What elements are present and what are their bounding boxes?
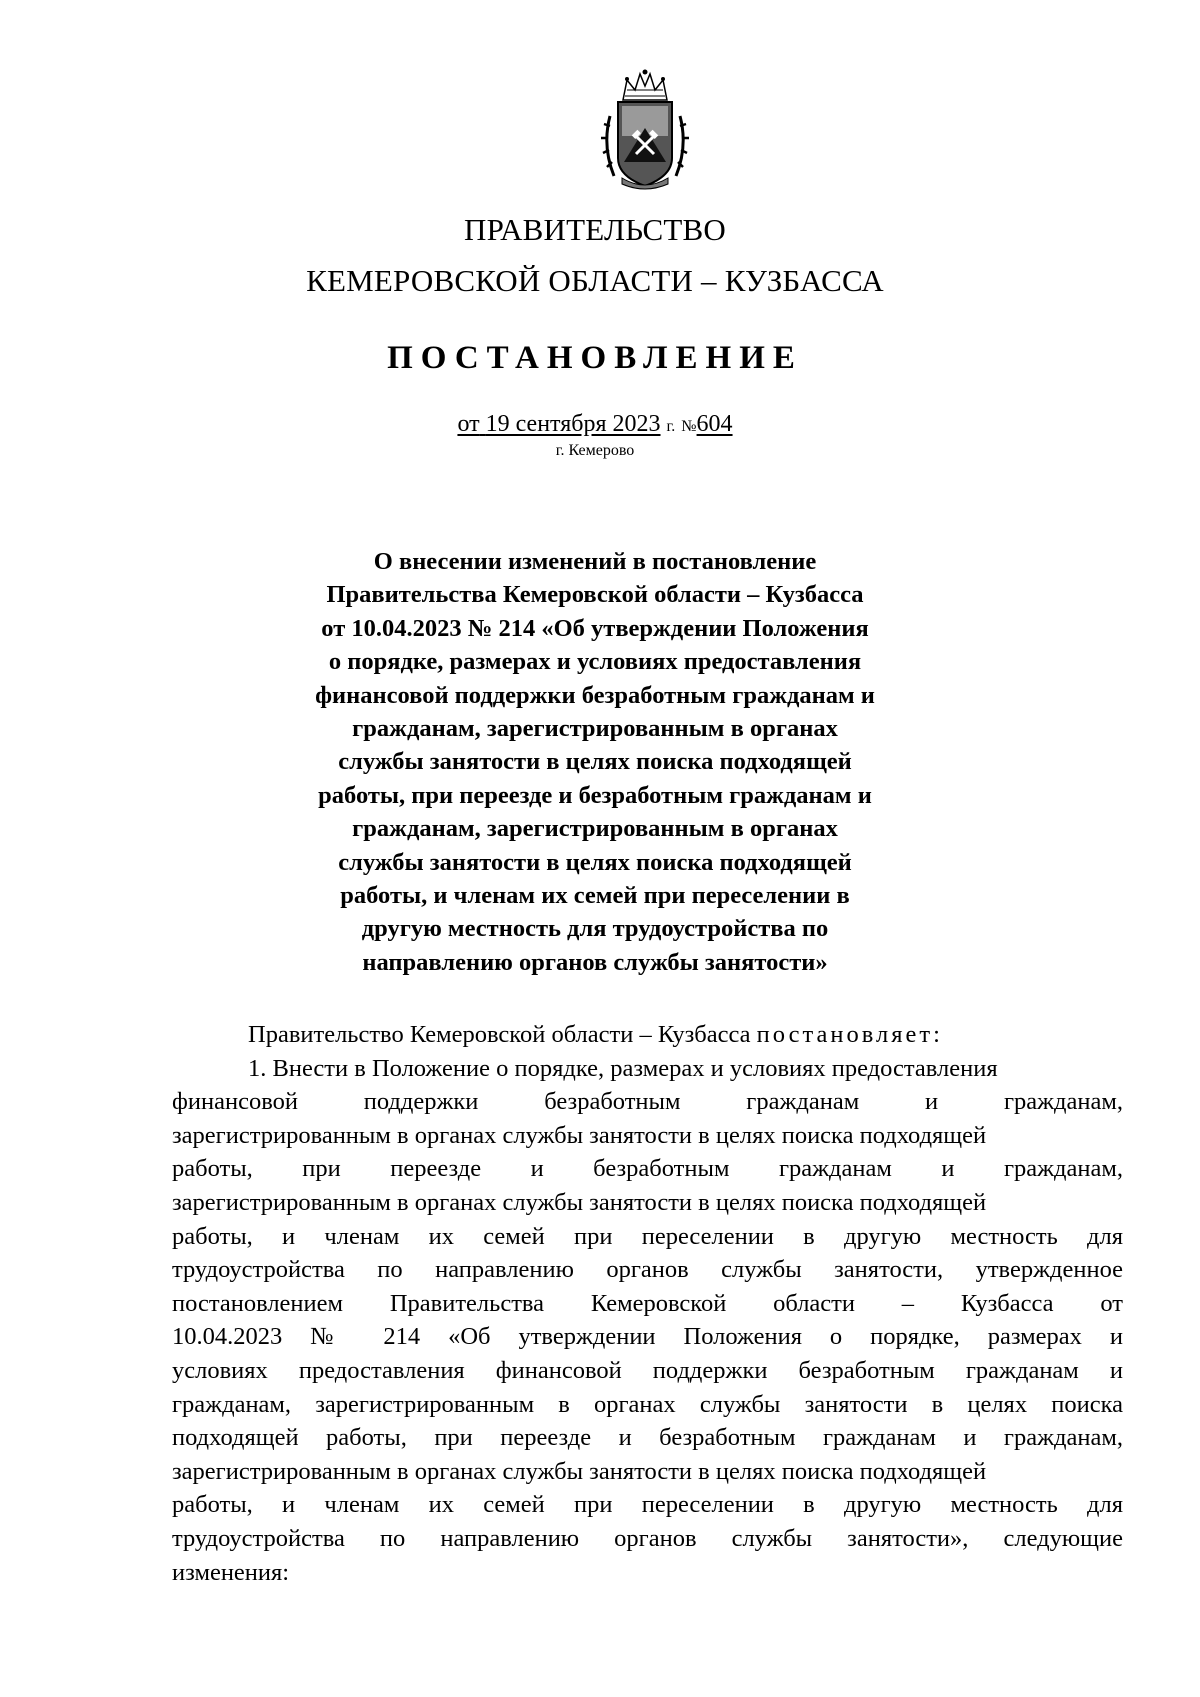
document-number: 604 xyxy=(696,411,733,437)
preamble-verb: постановляет: xyxy=(756,1021,943,1048)
document-type-heading: ПОСТАНОВЛЕНИЕ xyxy=(387,340,803,376)
date-number-line xyxy=(0,409,1190,442)
preamble xyxy=(172,1018,1123,1052)
body-line: работы, при переезде и безработным гражданам и гражданам, xyxy=(172,1155,1123,1183)
title-line: службы занятости в целях поиска подходящей xyxy=(338,848,852,876)
title-line: другую местность для трудоустройства по xyxy=(361,915,829,943)
body-line: трудоустройства по направлению органов службы занятости, утвержденное xyxy=(172,1256,1123,1284)
body-line: 1. Внести в Положение о порядке, размерах и условиях предоставления xyxy=(248,1054,998,1082)
title-line: службы занятости в целях поиска подходящей xyxy=(338,748,852,776)
body-line: работы, и членам их семей при переселении в другую местность для xyxy=(172,1491,1123,1519)
body-line: условиях предоставления финансовой поддержки безработным гражданам и xyxy=(172,1356,1123,1384)
body-line: зарегистрированным в органах службы занятости в целях поиска подходящей xyxy=(172,1121,987,1149)
title-line: работы, при переезде и безработным гражданам и xyxy=(318,781,872,809)
title-line: работы, и членам их семей при переселении в xyxy=(340,882,850,910)
body-line: гражданам, зарегистрированным в органах службы занятости в целях поиска xyxy=(172,1390,1123,1418)
date-prefix: от xyxy=(457,411,480,437)
body-line: финансовой поддержки безработным гражданам и гражданам, xyxy=(172,1088,1123,1116)
body-line: зарегистрированным в органах службы занятости в целях поиска подходящей xyxy=(172,1188,987,1216)
body-line: изменения: xyxy=(172,1558,290,1586)
title-line: от 10.04.2023 № 214 «Об утверждении Положения xyxy=(321,614,869,642)
title-line: гражданам, зарегистрированным в органах xyxy=(352,715,838,743)
title-line: гражданам, зарегистрированным в органах xyxy=(352,815,838,843)
year-suffix: г. xyxy=(666,418,676,435)
body-line: постановлением Правительства Кемеровской области – Кузбасса от xyxy=(172,1289,1123,1317)
title-line: финансовой поддержки безработным гражданам и xyxy=(315,681,875,709)
body-line: работы, и членам их семей при переселении в другую местность для xyxy=(172,1222,1123,1250)
title-line: О внесении изменений в постановление xyxy=(373,548,817,575)
body-line: 10.04.2023 № 214 «Об утверждении Положения о порядке, размерах и xyxy=(172,1323,1123,1351)
government-name-line-2: КЕМЕРОВСКОЙ ОБЛАСТИ – КУЗБАССА xyxy=(306,263,884,298)
body-line: подходящей работы, при переезде и безработным гражданам и гражданам, xyxy=(172,1424,1123,1452)
preamble-text: Правительство Кемеровской области – Кузбасса xyxy=(248,1021,751,1048)
body-line: зарегистрированным в органах службы занятости в целях поиска подходящей xyxy=(172,1457,987,1485)
coat-of-arms-emblem xyxy=(596,66,694,194)
document-date: 19 сентября 2023 xyxy=(485,411,661,437)
title-line: Правительства Кемеровской области – Кузбасса xyxy=(326,581,864,609)
document-title xyxy=(300,545,890,979)
issue-city: г. Кемерово xyxy=(555,442,635,459)
body-line: трудоустройства по направлению органов службы занятости», следующие xyxy=(172,1524,1123,1552)
title-line: направлению органов службы занятости» xyxy=(362,948,828,976)
title-line: о порядке, размерах и условиях предоставления xyxy=(328,648,862,676)
government-name-line-1: ПРАВИТЕЛЬСТВО xyxy=(464,212,726,247)
document-body xyxy=(172,1018,1123,1589)
number-sign: № xyxy=(681,418,697,435)
